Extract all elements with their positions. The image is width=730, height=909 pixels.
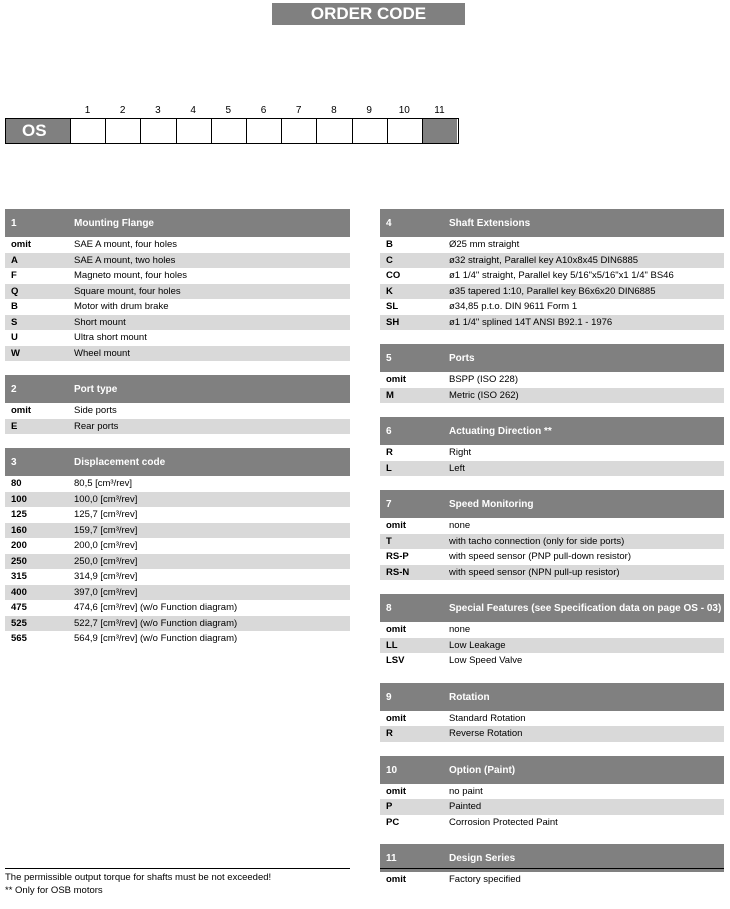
option-description: 522,7 [cm³/rev] (w/o Function diagram) — [74, 617, 238, 629]
option-row — [380, 388, 724, 404]
divider — [380, 868, 724, 869]
option-description: none — [449, 624, 471, 635]
option-row — [5, 554, 350, 570]
option-code: omit — [386, 374, 407, 385]
code-position-box[interactable] — [211, 119, 246, 143]
section-title: Special Features (see Specification data on page OS - 03) — [449, 603, 722, 614]
option-description: Ø25 mm straight — [449, 239, 520, 250]
code-position-box[interactable] — [281, 119, 316, 143]
left-sections — [5, 209, 350, 647]
option-row — [5, 616, 350, 632]
option-description: ø1 1/4" splined 14T ANSI B92.1 - 1976 — [449, 316, 613, 328]
option-description: ø32 straight, Parallel key A10x8x45 DIN6885 — [449, 254, 639, 266]
option-row — [380, 711, 724, 727]
footnote-osb: ** Only for OSB motors — [5, 885, 103, 896]
option-row — [380, 518, 724, 534]
section-11 — [380, 844, 724, 888]
section-gap — [5, 361, 350, 375]
option-row — [380, 237, 724, 253]
option-description: none — [449, 520, 471, 531]
footnotes — [5, 868, 350, 897]
code-position-box[interactable] — [387, 119, 422, 143]
option-code: L — [386, 462, 392, 474]
option-code: 315 — [11, 571, 27, 582]
section-title: Option (Paint) — [449, 764, 516, 776]
section-gap — [380, 830, 724, 844]
option-code: omit — [386, 785, 407, 797]
option-description: SAE A mount, two holes — [74, 254, 176, 266]
option-description: Factory specified — [449, 874, 521, 885]
option-code: 525 — [11, 617, 27, 629]
option-description: Corrosion Protected Paint — [449, 816, 558, 828]
option-code: S — [11, 316, 18, 328]
section-number: 4 — [386, 218, 392, 229]
option-row — [5, 569, 350, 585]
option-code: F — [11, 270, 17, 281]
option-description: Wheel mount — [74, 347, 130, 359]
option-row — [380, 799, 724, 815]
code-position-number: 1 — [84, 105, 91, 116]
option-row — [5, 631, 350, 647]
section-9 — [380, 683, 724, 742]
option-description: Rear ports — [74, 420, 119, 432]
option-description: BSPP (ISO 228) — [449, 374, 518, 385]
option-row — [5, 346, 350, 362]
option-code: A — [11, 254, 18, 266]
option-description: Low Speed Valve — [449, 655, 523, 666]
option-code: R — [386, 447, 393, 458]
option-row — [5, 476, 350, 492]
code-position-box[interactable] — [140, 119, 175, 143]
option-row — [380, 653, 724, 669]
option-description: Standard Rotation — [449, 712, 526, 724]
option-code: LL — [386, 639, 398, 651]
code-position-box[interactable] — [316, 119, 351, 143]
option-description: Reverse Rotation — [449, 728, 523, 739]
option-code: omit — [11, 239, 32, 250]
section-title: Ports — [449, 353, 475, 364]
option-code: E — [11, 420, 18, 432]
option-description: Magneto mount, four holes — [74, 270, 188, 281]
section-number: 5 — [386, 353, 392, 364]
section-header — [5, 209, 350, 237]
section-8 — [380, 594, 724, 669]
section-title: Rotation — [449, 691, 490, 703]
option-code: B — [386, 239, 393, 250]
right-sections — [380, 209, 724, 888]
option-row — [5, 315, 350, 331]
code-position-box[interactable] — [105, 119, 140, 143]
option-code: P — [386, 801, 393, 812]
section-gap — [380, 476, 724, 490]
section-header — [380, 756, 724, 784]
section-title: Displacement code — [74, 457, 166, 468]
option-row — [5, 585, 350, 601]
code-position-number: 9 — [366, 105, 372, 116]
option-code: LSV — [386, 655, 405, 666]
option-row — [380, 372, 724, 388]
option-description: 125,7 [cm³/rev] — [74, 509, 138, 520]
section-title: Mounting Flange — [74, 218, 154, 229]
option-row — [380, 549, 724, 565]
section-gap — [380, 580, 724, 594]
option-code: 125 — [11, 509, 27, 520]
page-title: ORDER CODE — [272, 3, 465, 25]
option-row — [380, 461, 724, 477]
option-code: 200 — [11, 540, 27, 551]
section-header — [5, 448, 350, 476]
option-row — [380, 315, 724, 331]
option-row — [380, 534, 724, 550]
option-description: 250,0 [cm³/rev] — [74, 555, 138, 567]
option-description: SAE A mount, four holes — [74, 239, 177, 250]
order-code-prefix: OS — [6, 119, 71, 143]
code-position-number: 5 — [225, 105, 232, 116]
code-position-box[interactable] — [70, 119, 105, 143]
option-description: no paint — [449, 785, 483, 797]
section-header — [380, 344, 724, 372]
option-row — [5, 538, 350, 554]
section-gap — [5, 434, 350, 448]
option-description: ø34,85 p.t.o. DIN 9611 Form 1 — [449, 301, 578, 312]
option-row — [5, 507, 350, 523]
section-number: 10 — [386, 764, 398, 776]
option-code: SL — [386, 301, 399, 312]
option-row — [5, 299, 350, 315]
option-code: 565 — [11, 633, 27, 644]
option-code: T — [386, 535, 392, 547]
code-position-number: 7 — [295, 105, 302, 116]
option-row — [380, 565, 724, 581]
option-row — [5, 237, 350, 253]
option-row — [5, 419, 350, 435]
option-code: Q — [11, 285, 19, 297]
section-2 — [5, 375, 350, 434]
section-10 — [380, 756, 724, 831]
section-header — [5, 375, 350, 403]
option-row — [380, 299, 724, 315]
code-position-box[interactable] — [422, 119, 457, 143]
option-description: with tacho connection (only for side ports) — [449, 535, 625, 547]
option-code: 160 — [11, 524, 27, 536]
option-code: U — [11, 332, 18, 343]
option-description: Ultra short mount — [74, 332, 147, 343]
section-number: 8 — [386, 603, 392, 614]
section-header — [380, 209, 724, 237]
order-code-boxes — [5, 118, 459, 144]
option-row — [380, 815, 724, 831]
section-number: 1 — [11, 218, 17, 229]
section-title: Speed Monitoring — [449, 499, 534, 510]
option-code: M — [386, 389, 394, 401]
option-code: SH — [386, 316, 400, 328]
option-description: with speed sensor (PNP pull-down resistor) — [449, 551, 631, 562]
option-code: RS-P — [386, 551, 409, 562]
code-position-number: 8 — [331, 105, 337, 116]
option-code: 80 — [11, 478, 22, 489]
code-position-box[interactable] — [176, 119, 211, 143]
footnote-torque: The permissible output torque for shafts must be not exceeded! — [5, 872, 272, 883]
option-code: B — [11, 301, 18, 312]
option-code: omit — [11, 405, 32, 416]
section-gap — [380, 669, 724, 683]
code-position-number: 2 — [119, 105, 126, 116]
section-header — [380, 594, 724, 622]
option-description: Short mount — [74, 316, 126, 328]
section-header — [380, 417, 724, 445]
option-code: PC — [386, 816, 400, 828]
option-description: 200,0 [cm³/rev] — [74, 540, 138, 551]
section-title: Port type — [74, 384, 118, 395]
option-row — [5, 403, 350, 419]
code-position-number: 3 — [155, 105, 161, 116]
section-1 — [5, 209, 350, 361]
option-description: Painted — [449, 801, 482, 812]
option-row — [380, 253, 724, 269]
option-code: omit — [386, 520, 407, 531]
option-code: C — [386, 254, 393, 266]
option-code: K — [386, 285, 393, 297]
section-4 — [380, 209, 724, 330]
option-code: omit — [386, 712, 407, 724]
section-number: 3 — [11, 457, 17, 468]
option-code: RS-N — [386, 566, 410, 578]
section-3 — [5, 448, 350, 647]
option-description: 564,9 [cm³/rev] (w/o Function diagram) — [74, 633, 238, 644]
section-number: 11 — [386, 853, 397, 864]
option-row — [5, 268, 350, 284]
section-gap — [380, 403, 724, 417]
option-row — [380, 726, 724, 742]
option-code: omit — [386, 874, 407, 885]
option-description: Square mount, four holes — [74, 285, 181, 297]
option-description: Motor with drum brake — [74, 301, 169, 312]
section-number: 2 — [11, 384, 17, 395]
option-description: Low Leakage — [449, 639, 506, 651]
option-row — [5, 284, 350, 300]
section-gap — [380, 742, 724, 756]
option-description: 474,6 [cm³/rev] (w/o Function diagram) — [74, 602, 238, 613]
option-row — [5, 492, 350, 508]
option-row — [5, 600, 350, 616]
option-row — [380, 638, 724, 654]
option-description: 159,7 [cm³/rev] — [74, 524, 138, 536]
section-header — [380, 683, 724, 711]
option-description: 100,0 [cm³/rev] — [74, 493, 138, 505]
option-description: 314,9 [cm³/rev] — [74, 571, 138, 582]
section-number: 7 — [386, 499, 392, 510]
option-code: 400 — [11, 586, 27, 598]
code-position-number: 11 — [434, 105, 445, 116]
option-code: R — [386, 728, 393, 739]
section-6 — [380, 417, 724, 476]
option-description: Right — [449, 447, 472, 458]
section-title: Shaft Extensions — [449, 218, 531, 229]
code-position-box[interactable] — [246, 119, 281, 143]
code-position-number: 4 — [190, 105, 196, 116]
option-code: 100 — [11, 493, 27, 505]
option-code: CO — [386, 270, 401, 281]
option-description: with speed sensor (NPN pull-up resistor) — [449, 566, 620, 578]
option-description: Left — [449, 462, 465, 474]
option-description: Side ports — [74, 405, 117, 416]
option-description: 80,5 [cm³/rev] — [74, 478, 133, 489]
option-row — [380, 445, 724, 461]
section-number: 6 — [386, 426, 392, 437]
option-code: 250 — [11, 555, 27, 567]
option-description: ø1 1/4" straight, Parallel key 5/16"x5/16"x1 1/4" BS46 — [449, 270, 674, 281]
option-row — [380, 622, 724, 638]
option-row — [5, 523, 350, 539]
section-number: 9 — [386, 691, 392, 703]
option-description: Metric (ISO 262) — [449, 389, 519, 401]
code-position-box[interactable] — [352, 119, 387, 143]
option-code: 475 — [11, 602, 27, 613]
option-row — [380, 872, 724, 888]
option-description: ø35 tapered 1:10, Parallel key B6x6x20 DIN6885 — [449, 285, 656, 297]
section-5 — [380, 344, 724, 403]
section-7 — [380, 490, 724, 580]
section-gap — [380, 330, 724, 344]
code-position-number: 6 — [260, 105, 267, 116]
section-title: Design Series — [449, 853, 516, 864]
option-row — [5, 330, 350, 346]
option-code: omit — [386, 624, 407, 635]
option-code: W — [11, 347, 20, 359]
option-row — [380, 268, 724, 284]
code-position-number: 10 — [398, 105, 410, 116]
section-header — [380, 490, 724, 518]
option-row — [5, 253, 350, 269]
option-row — [380, 784, 724, 800]
option-description: 397,0 [cm³/rev] — [74, 586, 138, 598]
option-row — [380, 284, 724, 300]
section-title: Actuating Direction ** — [449, 426, 552, 437]
